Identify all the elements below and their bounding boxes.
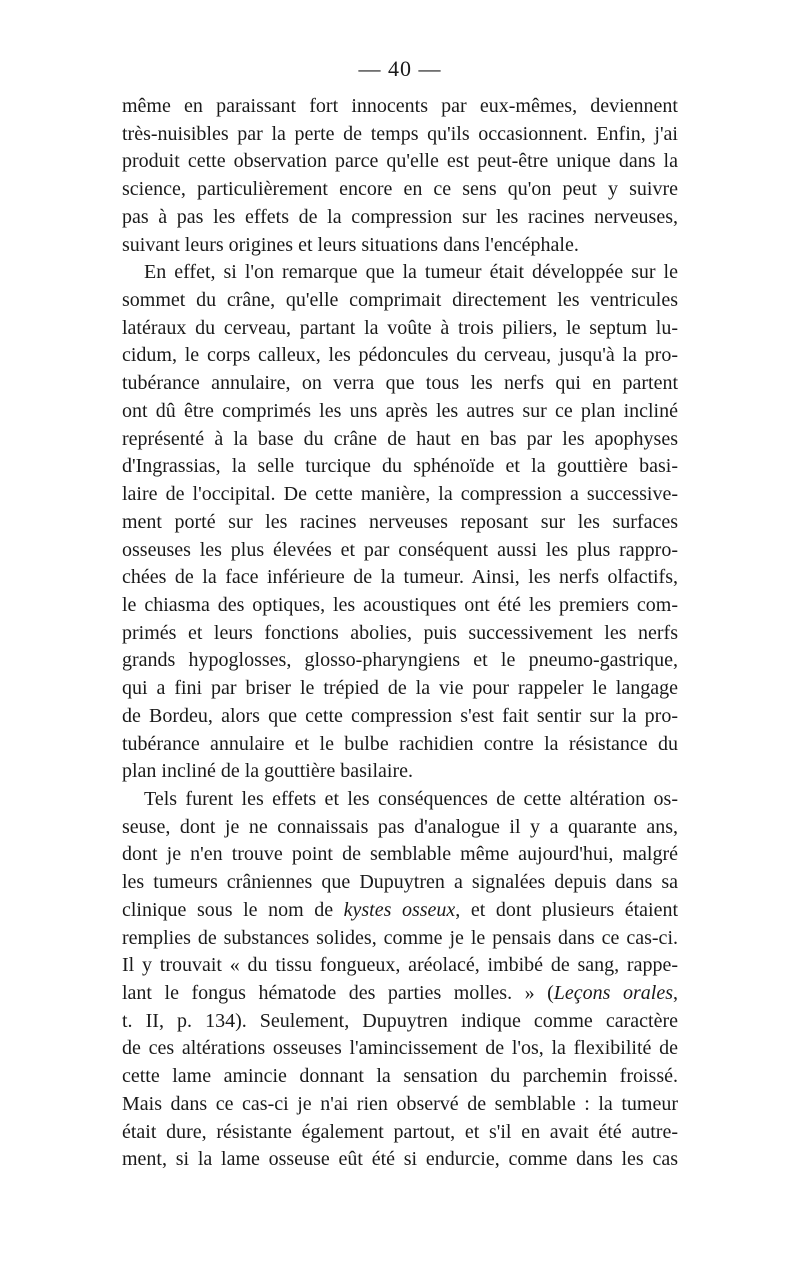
- text-line: laire de l'occipital. De cette manière, la compression a successive-: [122, 483, 678, 506]
- text-span: clinique sous le nom de: [122, 898, 344, 921]
- text-line: primés et leurs fonctions abolies, puis successivement les nerfs: [122, 621, 678, 644]
- text-line: cette lame amincie donnant la sensation du parchemin froissé.: [122, 1065, 678, 1088]
- text-line: les tumeurs crâniennes que Dupuytren a signalées depuis dans sa: [122, 871, 678, 894]
- text-line: grands hypoglosses, glosso-pharyngiens et le pneumo-gastrique,: [122, 649, 678, 672]
- text-line: Il y trouvait « du tissu fongueux, aréolacé, imbibé de sang, rappe-: [122, 954, 678, 977]
- text-span: , et dont plusieurs étaient: [455, 898, 679, 921]
- text-line: de ces altérations osseuses l'amincissement de l'os, la flexibilité de: [122, 1037, 678, 1060]
- text-line: le chiasma des optiques, les acoustiques ont été les premiers com-: [122, 593, 678, 616]
- text-line: sommet du crâne, qu'elle comprimait directement les ventricules: [122, 289, 678, 312]
- text-line: plan incliné de la gouttière basilaire.: [122, 760, 413, 783]
- text-line: suivant leurs origines et leurs situations dans l'encéphale.: [122, 233, 579, 256]
- text-line: dont je n'en trouve point de semblable même aujourd'hui, malgré: [122, 843, 678, 866]
- text-line: Tels furent les effets et les conséquences de cette altération os-: [144, 787, 678, 810]
- text-line: cidum, le corps calleux, les pédoncules du cerveau, jusqu'à la pro-: [122, 344, 678, 367]
- text-line: En effet, si l'on remarque que la tumeur était développée sur le: [144, 261, 678, 284]
- text-line: qui a fini par briser le trépied de la vie pour rappeler le langage: [122, 677, 678, 700]
- text-span: lant le fongus hématode des parties molles. » (: [122, 982, 554, 1004]
- text-line: tubérance annulaire, on verra que tous les nerfs qui en partent: [122, 372, 678, 395]
- text-line: pas à pas les effets de la compression sur les racines nerveuses,: [122, 205, 678, 228]
- text-line: osseuses les plus élevées et par conséquent aussi les plus rappro-: [122, 538, 678, 561]
- text-line: chées de la face inférieure de la tumeur. Ainsi, les nerfs olfactifs,: [122, 566, 678, 589]
- page-number: — 40 —: [358, 56, 442, 81]
- text-line: très-nuisibles par la perte de temps qu'ils occasionnent. Enfin, j'ai: [122, 122, 678, 145]
- text-line: ment, si la lame osseuse eût été si endurcie, comme dans les cas: [122, 1148, 678, 1171]
- text-line: [122, 980, 678, 1008]
- text-line: tubérance annulaire et le bulbe rachidien contre la résistance du: [122, 732, 678, 755]
- text-line: t. II, p. 134). Seulement, Dupuytren indique comme caractère: [122, 1009, 678, 1032]
- text-line: représenté à la base du crâne de haut en bas par les apophyses: [122, 427, 678, 450]
- text-line: même en paraissant fort innocents par eux-mêmes, deviennent: [122, 95, 678, 117]
- text-line: seuse, dont je ne connaissais pas d'analogue il y a quarante ans,: [122, 815, 678, 838]
- text-line: Mais dans ce cas-ci je n'ai rien observé de semblable : la tumeur: [122, 1092, 678, 1115]
- text-span: ,: [673, 982, 678, 1004]
- text-line: était dure, résistante également partout, et s'il en avait été autre-: [122, 1120, 678, 1143]
- text-line: remplies de substances solides, comme je le pensais dans ce cas-ci.: [122, 926, 678, 949]
- body-text: [122, 93, 678, 1174]
- italic-term: kystes osseux: [343, 898, 456, 921]
- italic-citation: Leçons orales: [553, 982, 673, 1004]
- text-line: science, particulièrement encore en ce sens qu'on peut y suivre: [122, 178, 678, 201]
- text-line: latéraux du cerveau, partant la voûte à trois piliers, le septum lu-: [122, 316, 678, 339]
- text-line: d'Ingrassias, la selle turcique du sphénoïde et la gouttière basi-: [122, 455, 678, 478]
- text-line: produit cette observation parce qu'elle est peut-être unique dans la: [122, 150, 678, 173]
- text-line: ont dû être comprimés les uns après les autres sur ce plan incliné: [122, 399, 678, 422]
- text-line: de Bordeu, alors que cette compression s'est fait sentir sur la pro-: [122, 704, 678, 727]
- text-line: [122, 897, 678, 925]
- text-line: ment porté sur les racines nerveuses reposant sur les surfaces: [122, 510, 678, 533]
